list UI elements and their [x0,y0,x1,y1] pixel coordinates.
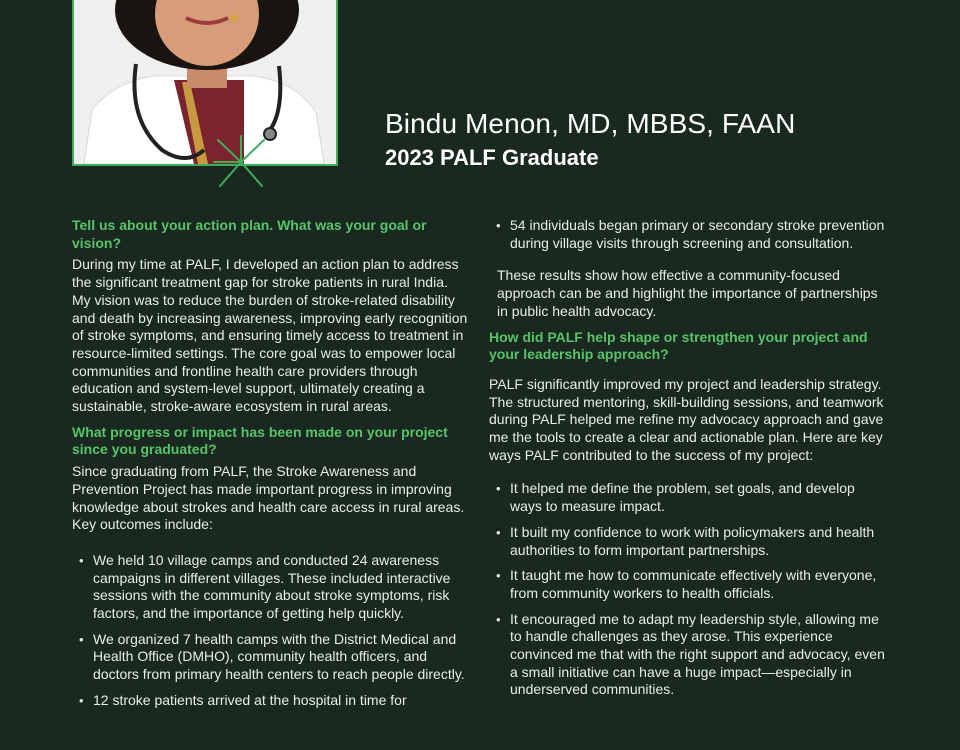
question-progress: What progress or impact has been made on your project since you graduated? [72,423,448,458]
right-column [489,217,889,699]
question-palf-help: How did PALF help shape or strengthen your project and your leadership approach? [489,328,868,363]
profile-subtitle: 2023 PALF Graduate [385,145,599,170]
answer-palf-help: PALF significantly improved my project and leadership strategy. The structured mentoring, skill-building sessions, and teamwork during PALF helped me refine my advocacy approach and gave me the tools to create a clear and actionable plan. Here are key ways PALF contributed to the success of my project: [489,375,884,463]
outcomes-list [72,552,470,710]
portrait-illustration [74,0,336,164]
question-action-plan: Tell us about your action plan. What was your goal or vision? [72,217,427,251]
list-item: • 54 individuals began primary or secondary stroke prevention during village visits through screening and consultation. [489,217,889,252]
list-item: • We held 10 village camps and conducted 24 awareness campaigns in different villages. These included interactive sessions with the community about stroke symptoms, risk factors, and the importance of getting help quickly. [72,552,470,623]
list-item: • We organized 7 health camps with the District Medical and Health Office (DMHO), community health officers, and doctors from primary health centers to reach people directly. [72,631,470,684]
left-column [72,217,470,710]
list-item: • 12 stroke patients arrived at the hospital in time for [72,692,470,710]
list-item: • It built my confidence to work with policymakers and health authorities to form important partnerships. [489,524,889,559]
outcomes-list-continued [489,217,889,252]
results-summary: These results show how effective a community-focused approach can be and highlight the importance of partnerships in public health advocacy. [497,267,878,319]
answer-progress: Since graduating from PALF, the Stroke Awareness and Prevention Project has made important progress in improving knowledge about strokes and health care access in rural areas. Key outcomes include: [72,463,465,533]
profile-name: Bindu Menon, MD, MBBS, FAAN [385,108,796,139]
portrait-photo [72,0,338,166]
list-item: • It taught me how to communicate effectively with everyone, from community workers to health officials. [489,567,889,602]
palf-contributions-list [489,480,889,699]
list-item: • It encouraged me to adapt my leadership style, allowing me to handle challenges as they arose. This experience convinced me that with the right support and advocacy, even a small initiative can have a huge impact—especially in underserved communities. [489,611,889,700]
answer-action-plan: During my time at PALF, I developed an action plan to address the significant treatment gap for stroke patients in rural India. My vision was to reduce the burden of stroke-related disability and death by increasing awareness, improving early recognition of stroke symptoms, and ensuring timely access to treatment in resource-limited settings. The core goal was to empower local communities and frontline health care providers through education and system-level support, ultimately creating a sustainable, stroke-aware ecosystem in rural areas. [72,256,468,415]
accent-burst-icon [210,132,272,192]
list-item: • It helped me define the problem, set goals, and develop ways to measure impact. [489,480,889,515]
